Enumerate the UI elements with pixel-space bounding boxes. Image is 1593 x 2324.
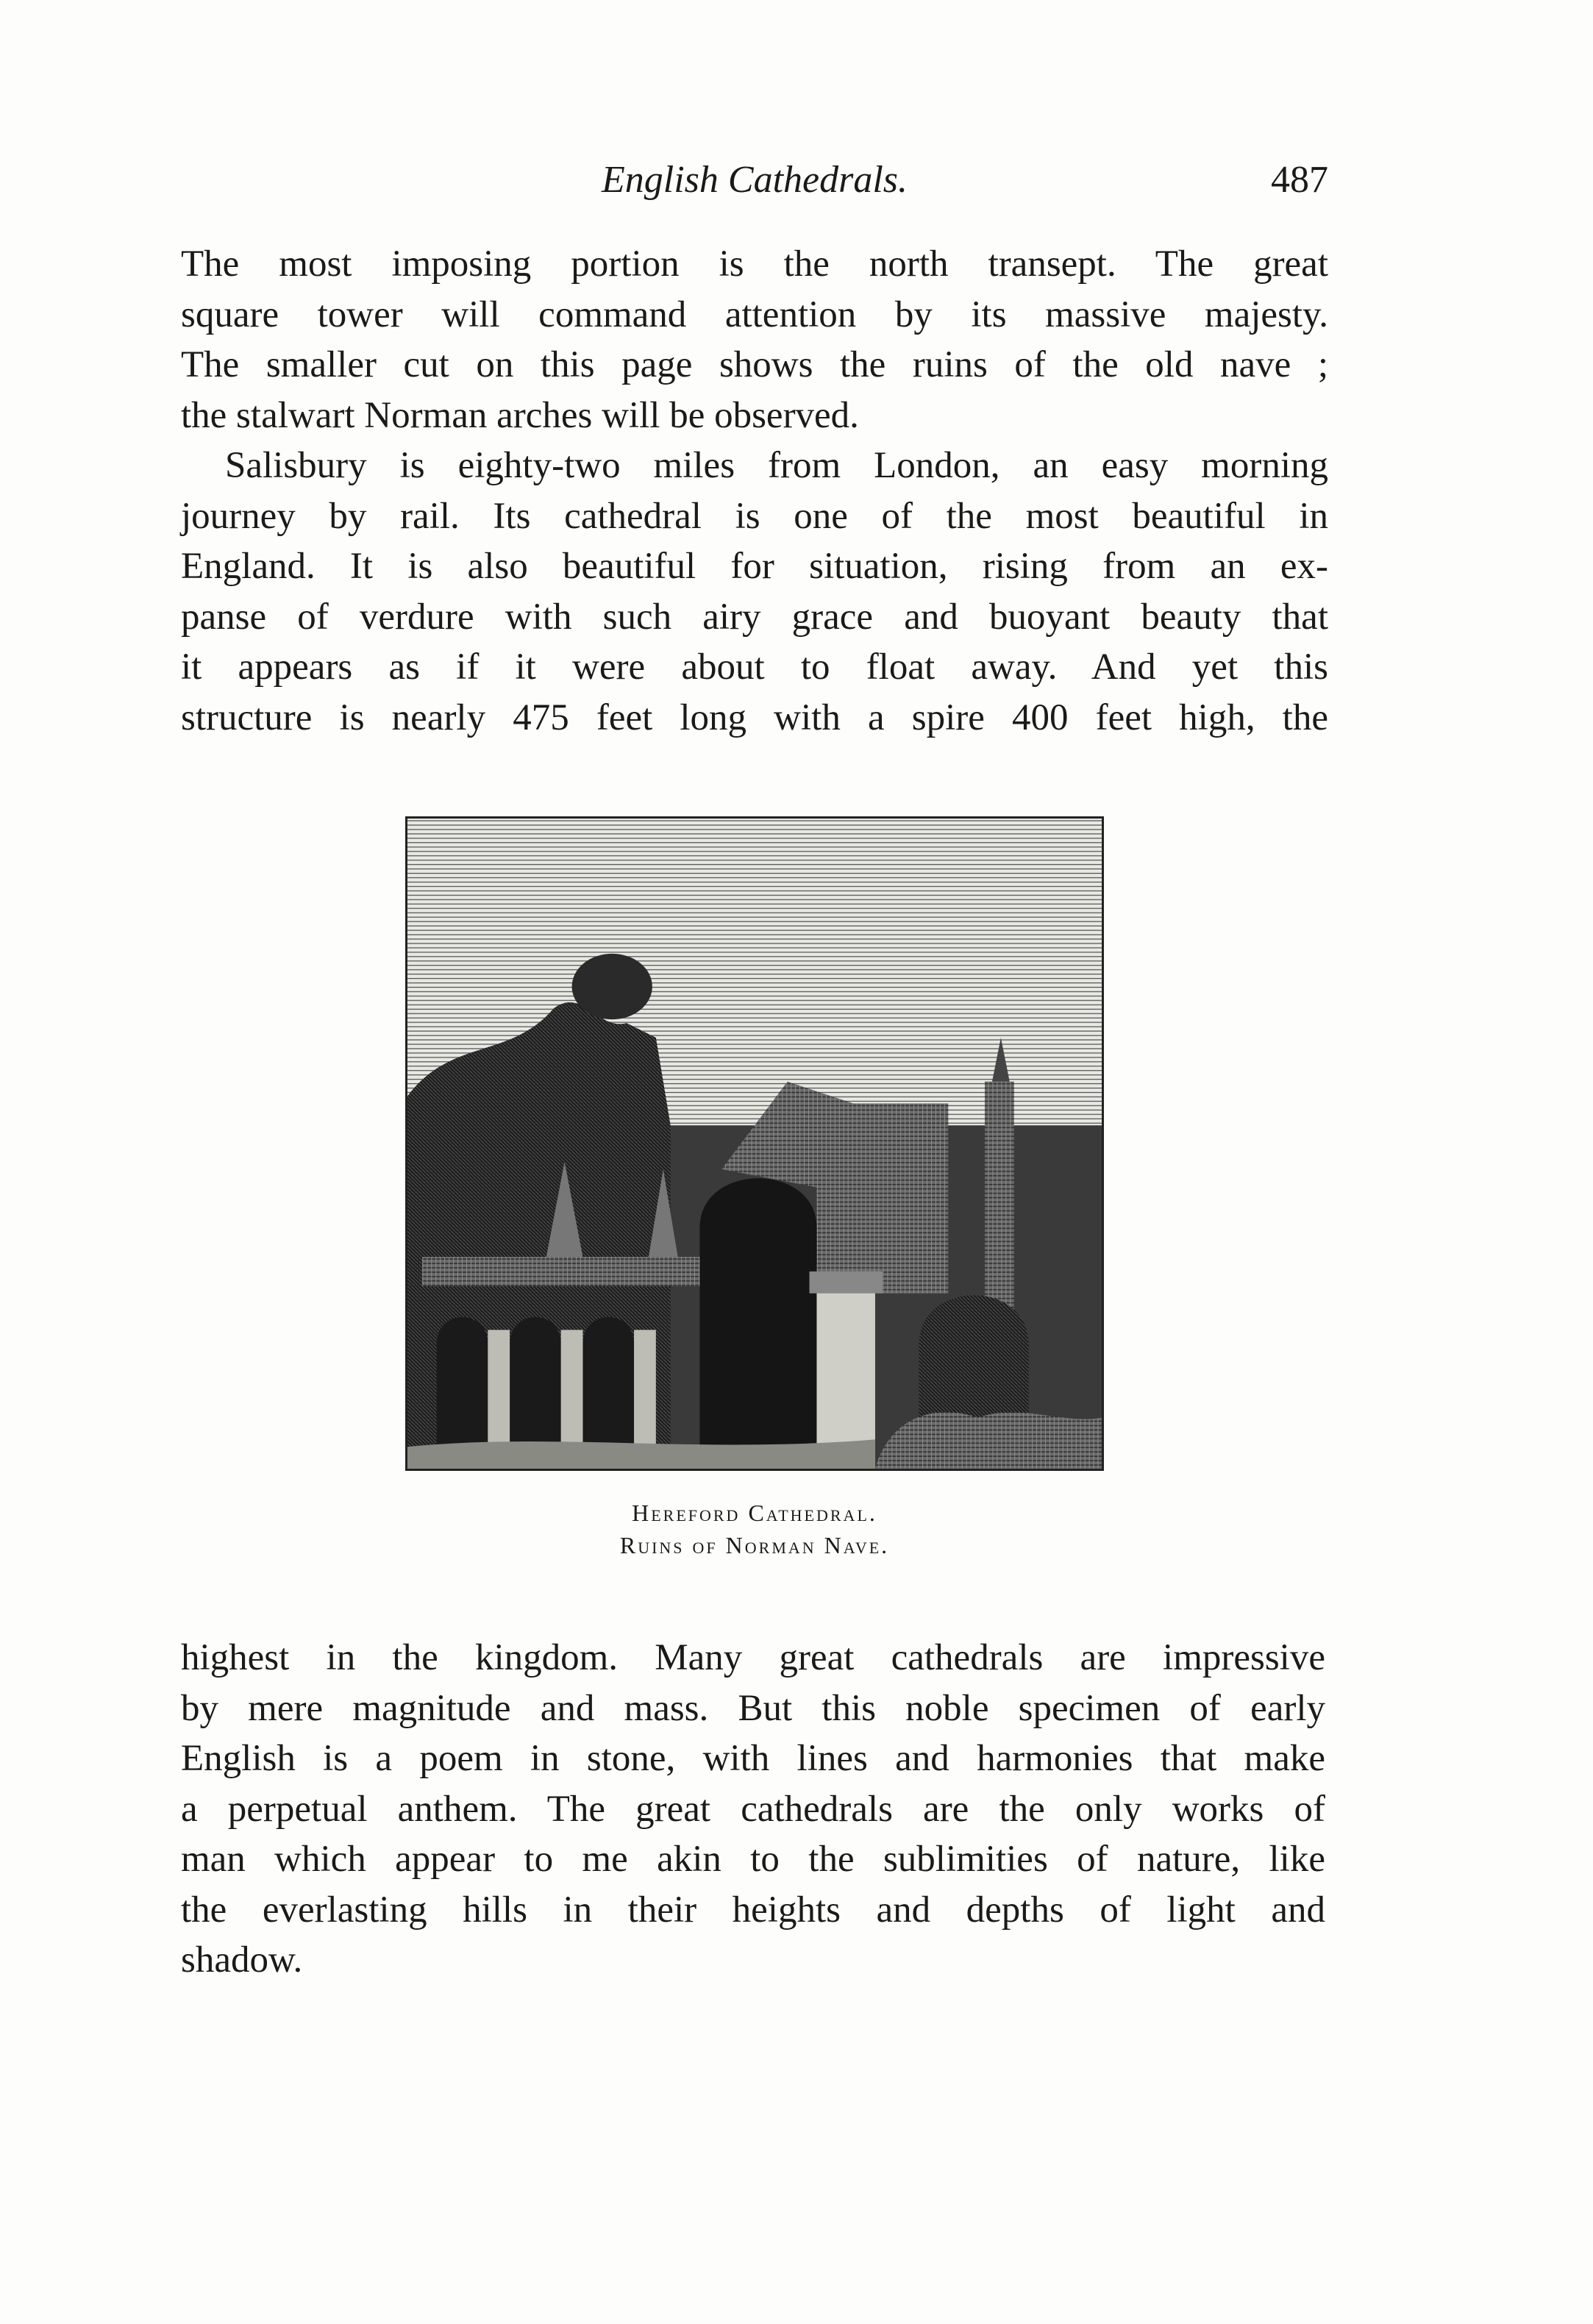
page-header [181,158,1328,210]
text-line: structure is nearly 475 feet long with a spire 400 feet high, the [181,696,1328,738]
paragraph-salisbury [181,441,1328,743]
caption-line: Ruins of Norman Nave. [619,1532,890,1558]
text-line: England. It is also beautiful for situation, rising from an ex- [181,546,1328,587]
text-line: Salisbury is eighty-two miles from London, an easy morning [225,445,1328,486]
text-line: highest in the kingdom. Many great cathedrals are impressive [181,1637,1325,1678]
figure-caption [181,1497,1328,1561]
paragraph-north-transept [181,239,1328,441]
text-line: English is a poem in stone, with lines and harmonies that make [181,1738,1325,1779]
text-block-top [181,239,1328,743]
text-line: The smaller cut on this page shows the ruins of the old nave ; [181,344,1328,385]
text-line: shadow. [181,1939,303,1981]
text-line: square tower will command attention by its massive majesty. [181,293,1328,335]
running-title: English Cathedrals. [601,159,908,201]
text-line: The most imposing portion is the north transept. The great [181,243,1328,285]
book-page [181,0,1328,2324]
text-line: it appears as if it were about to float away. And yet this [181,646,1328,688]
text-line: man which appear to me akin to the sublimities of nature, like [181,1839,1325,1880]
engraving-illustration [407,819,1102,1469]
text-block-bottom [181,1633,1325,1986]
engraving-hereford-cathedral [405,816,1104,1471]
text-line: the everlasting hills in their heights and depths of light and [181,1889,1325,1931]
caption-line: Hereford Cathedral. [632,1500,877,1526]
page-number: 487 [1271,159,1328,201]
paragraph-highest-in-kingdom [181,1633,1325,1986]
text-line: panse of verdure with such airy grace and buoyant beauty that [181,596,1328,638]
text-line: journey by rail. Its cathedral is one of the most beautiful in [181,495,1328,537]
text-line: by mere magnitude and mass. But this noble specimen of early [181,1687,1325,1729]
text-line: the stalwart Norman arches will be observed. [181,394,859,436]
text-line: a perpetual anthem. The great cathedrals are the only works of [181,1788,1325,1830]
